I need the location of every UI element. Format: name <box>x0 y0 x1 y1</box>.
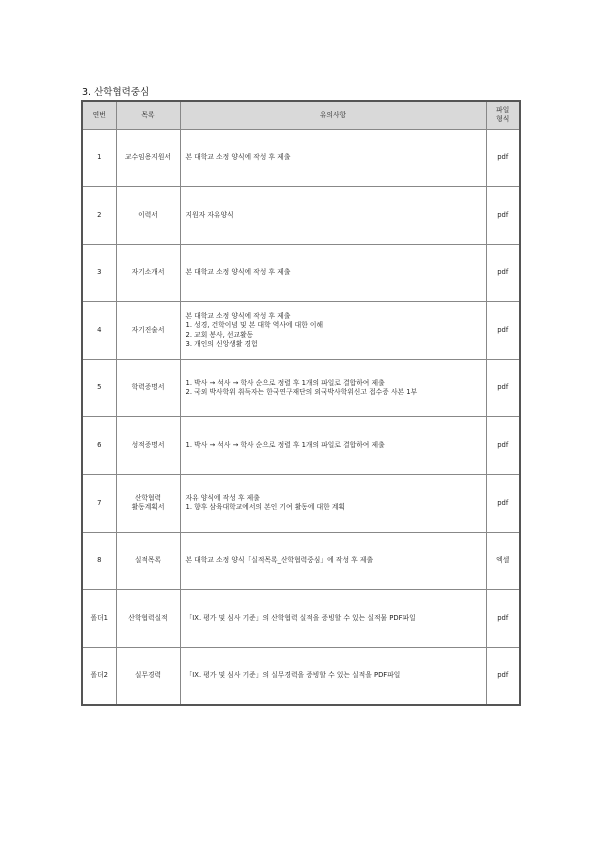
row-format: pdf <box>486 244 520 302</box>
row-format: pdf <box>486 359 520 417</box>
table-row <box>82 359 520 417</box>
row-number: 6 <box>82 417 116 475</box>
row-number: 4 <box>82 302 116 360</box>
row-item-text: 교수임용지원서 <box>125 153 171 162</box>
row-number: 8 <box>82 532 116 590</box>
row-item-text: 자기소개서 <box>131 268 165 277</box>
row-format: pdf <box>486 129 520 187</box>
requirements-table <box>81 100 521 706</box>
row-item-text: 산학협력 <box>134 493 162 502</box>
row-note-line: 1. 박사 → 석사 → 학사 순으로 정렬 후 1개의 파일로 결합하여 제출 <box>185 441 385 450</box>
row-note-line: 본 대학교 소정 양식에 작성 후 제출 <box>185 153 291 162</box>
row-notes <box>180 129 486 187</box>
row-note-line: 1. 향후 삼육대학교에서의 본인 기여 활동에 대한 계획 <box>185 503 345 512</box>
table-row <box>82 475 520 533</box>
row-number: 폴더1 <box>82 590 116 648</box>
row-note-line: 본 대학교 소정 양식에 작성 후 제출 <box>185 311 291 320</box>
row-notes <box>180 302 486 360</box>
table-header-row <box>82 101 520 129</box>
row-item <box>116 417 180 475</box>
header-format-line2: 형식 <box>496 115 510 124</box>
row-notes <box>180 417 486 475</box>
table-row <box>82 590 520 648</box>
row-notes <box>180 590 486 648</box>
row-item-text: 성적증명서 <box>131 441 165 450</box>
row-format: pdf <box>486 187 520 245</box>
row-item-text: 학력증명서 <box>131 383 165 392</box>
row-notes <box>180 359 486 417</box>
table-row <box>82 129 520 187</box>
row-note-line: 「IX. 평가 및 심사 기준」의 실무경력을 증빙할 수 있는 실적을 PDF파일 <box>185 671 401 680</box>
row-note-line: 본 대학교 소정 양식에 작성 후 제출 <box>185 268 291 277</box>
row-format: pdf <box>486 590 520 648</box>
row-number: 폴더2 <box>82 647 116 705</box>
row-item <box>116 475 180 533</box>
row-format: 엑셀 <box>486 532 520 590</box>
table-body <box>82 129 520 705</box>
row-item <box>116 302 180 360</box>
row-item <box>116 129 180 187</box>
table-row <box>82 532 520 590</box>
row-notes <box>180 187 486 245</box>
row-note-line: 3. 개인의 신앙생활 경험 <box>185 340 258 349</box>
row-item-text: 실무경력 <box>134 671 162 680</box>
row-item-text: 산학협력실적 <box>128 613 168 622</box>
row-note-line: 1. 박사 → 석사 → 학사 순으로 정렬 후 1개의 파일로 결합하여 제출 <box>185 378 385 387</box>
row-item-text: 이력서 <box>138 210 158 219</box>
row-format: pdf <box>486 647 520 705</box>
row-note-line: 지원자 자유양식 <box>185 210 234 219</box>
row-item <box>116 244 180 302</box>
header-format-line1: 파일 <box>496 105 510 114</box>
header-note: 유의사항 <box>180 101 486 129</box>
row-item <box>116 187 180 245</box>
header-format <box>486 101 520 129</box>
row-note-line: 자유 양식에 작성 후 제출 <box>185 493 260 502</box>
row-note-line: 2. 국외 박사학위 취득자는 한국연구재단의 외국박사학위신고 접수증 사본 1부 <box>185 388 418 397</box>
section-title: 3. 산학협력중심 <box>82 87 150 98</box>
row-note-line: 「IX. 평가 및 심사 기준」의 산학협력 실적을 증빙할 수 있는 실적물 PDF파일 <box>185 613 416 622</box>
row-notes <box>180 532 486 590</box>
row-number: 5 <box>82 359 116 417</box>
table-row <box>82 647 520 705</box>
row-number: 1 <box>82 129 116 187</box>
row-note-line: 본 대학교 소정 양식「실적목록_산학협력중심」에 작성 후 제출 <box>185 556 374 565</box>
row-item-text: 활동계획서 <box>131 503 165 512</box>
row-item <box>116 647 180 705</box>
row-notes <box>180 244 486 302</box>
table-row <box>82 302 520 360</box>
row-note-line: 1. 성경, 건학이념 및 본 대학 역사에 대한 이해 <box>185 321 324 330</box>
row-notes <box>180 475 486 533</box>
row-number: 2 <box>82 187 116 245</box>
row-format: pdf <box>486 475 520 533</box>
row-note-line: 2. 교회 봉사, 선교활동 <box>185 330 254 339</box>
table-row <box>82 417 520 475</box>
row-number: 3 <box>82 244 116 302</box>
row-number: 7 <box>82 475 116 533</box>
row-item-text: 실적목록 <box>134 556 162 565</box>
table-row <box>82 187 520 245</box>
row-item <box>116 590 180 648</box>
row-item <box>116 532 180 590</box>
header-num: 연번 <box>82 101 116 129</box>
row-format: pdf <box>486 417 520 475</box>
row-format: pdf <box>486 302 520 360</box>
table-row <box>82 244 520 302</box>
header-item: 목록 <box>116 101 180 129</box>
row-item-text: 자기진술서 <box>131 325 165 334</box>
row-notes <box>180 647 486 705</box>
row-item <box>116 359 180 417</box>
